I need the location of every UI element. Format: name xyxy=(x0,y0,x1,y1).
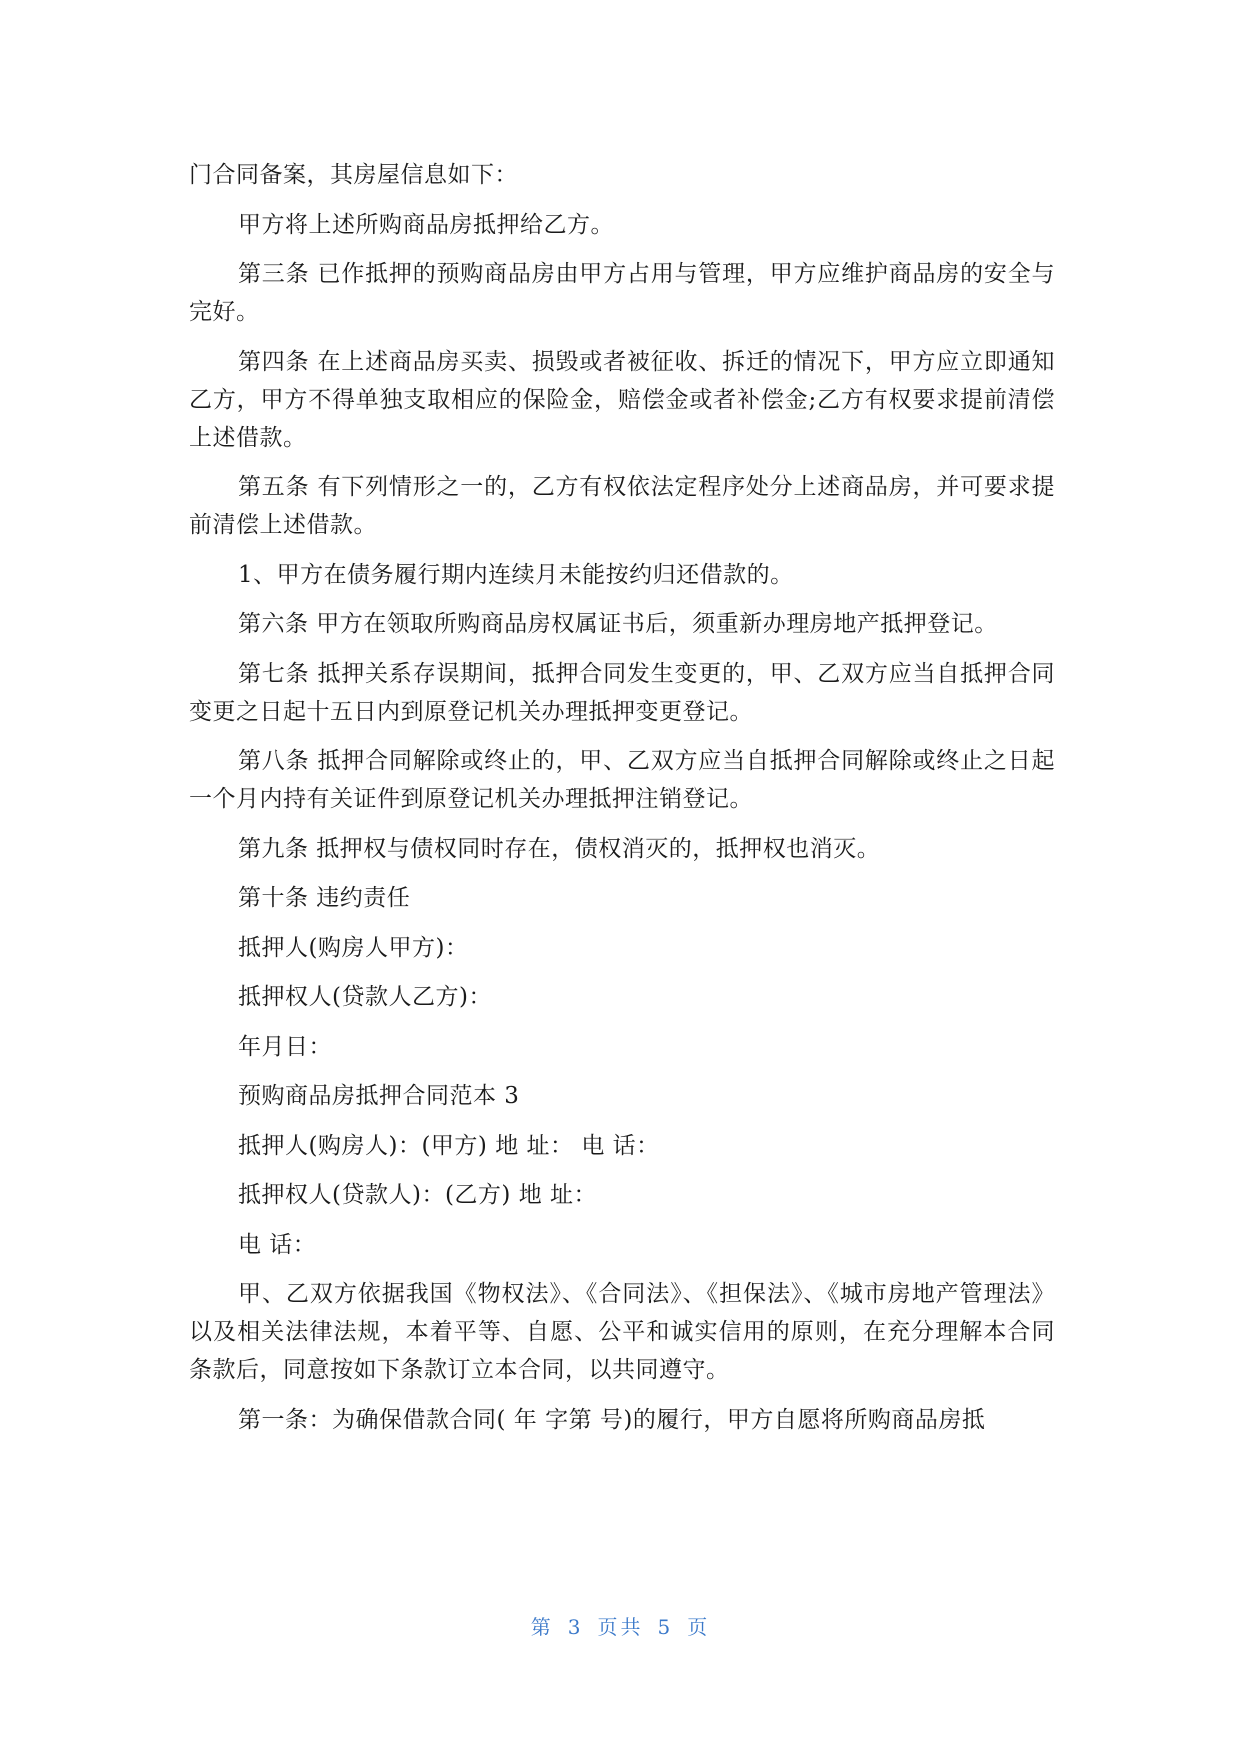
paragraph: 年月日： xyxy=(238,1033,332,1060)
paragraph: 门合同备案，其房屋信息如下： xyxy=(189,162,518,188)
document-body xyxy=(189,156,1055,1450)
paragraph: 抵押人(购房人)：(甲方) 地 址： 电 话： xyxy=(238,1132,660,1159)
paragraph: 第三条 已作抵押的预购商品房由甲方占用与管理，甲方应维护商品房的安全与完好。 xyxy=(189,261,1055,325)
paragraph: 第一条：为确保借款合同( 年 字第 号)的履行，甲方自愿将所购商品房抵 xyxy=(238,1406,986,1433)
paragraph: 第八条 抵押合同解除或终止的，甲、乙双方应当自抵押合同解除或终止之日起一个月内持有关证件到原登记机关办理抵押注销登记。 xyxy=(189,748,1055,812)
paragraph: 甲方将上述所购商品房抵押给乙方。 xyxy=(238,211,614,238)
page-footer xyxy=(0,1611,1241,1640)
paragraph: 第六条 甲方在领取所购商品房权属证书后，须重新办理房地产抵押登记。 xyxy=(238,611,998,637)
paragraph: 抵押人(购房人甲方)： xyxy=(238,934,469,961)
footer-current-page: 3 xyxy=(567,1615,584,1639)
paragraph: 预购商品房抵押合同范本 3 xyxy=(238,1083,520,1109)
footer-label-page: 第 xyxy=(530,1615,554,1639)
paragraph: 第九条 抵押权与债权同时存在，债权消灭的，抵押权也消灭。 xyxy=(238,835,881,862)
paragraph: 第五条 有下列情形之一的，乙方有权依法定程序处分上述商品房，并可要求提前清偿上述借款。 xyxy=(189,474,1055,538)
footer-label-end: 页 xyxy=(687,1615,711,1639)
paragraph: 甲、乙双方依据我国《物权法》、《合同法》、《担保法》、《城市房地产管理法》以及相关法律法规，本着平等、自愿、公平和诚实信用的原则，在充分理解本合同条款后，同意按如下条款订立本合同，以共同遵守。 xyxy=(189,1281,1055,1383)
footer-label-of: 页共 xyxy=(597,1615,644,1639)
paragraph: 第四条 在上述商品房买卖、损毁或者被征收、拆迁的情况下，甲方应立即通知乙方，甲方不得单独支取相应的保险金，赔偿金或者补偿金;乙方有权要求提前清偿上述借款。 xyxy=(189,348,1055,451)
footer-total-pages: 5 xyxy=(657,1615,674,1639)
document-page xyxy=(189,0,1055,1754)
paragraph: 抵押权人(贷款人乙方)： xyxy=(238,984,492,1010)
paragraph: 电 话： xyxy=(238,1231,317,1258)
paragraph: 抵押权人(贷款人)：(乙方) 地 址： xyxy=(238,1182,598,1208)
paragraph: 第十条 违约责任 xyxy=(238,885,411,911)
paragraph: 1、甲方在债务履行期内连续月未能按约归还借款的。 xyxy=(238,561,794,588)
paragraph: 第七条 抵押关系存误期间，抵押合同发生变更的，甲、乙双方应当自抵押合同变更之日起十五日内到原登记机关办理抵押变更登记。 xyxy=(189,660,1055,725)
